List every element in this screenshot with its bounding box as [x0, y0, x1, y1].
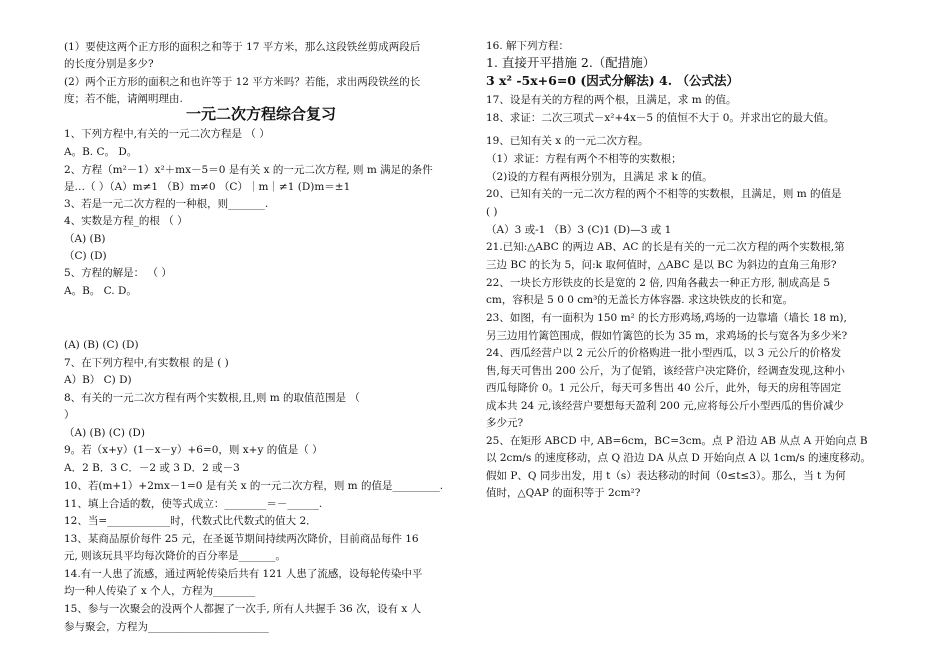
- question-20-options: （A）3 或-1 （B）3 (C)1 (D)—3 或 1: [486, 224, 672, 236]
- question-25: 25、在矩形 ABCD 中, AB=6cm，BC=3cm。点 P 沿边 AB 从点 A 开始向点 B: [486, 435, 868, 447]
- question-12: 12、当=____________时，代数式比代数式的值大 2．: [64, 515, 317, 527]
- question-17: 17、设是有关的方程的两个根，且满足，求 m 的值。: [486, 94, 737, 106]
- question-19-part-2: （2)设的方程有两根分别为，且满足 求 k 的值。: [486, 171, 713, 183]
- question-24-cont-1: 售,每天可售出 200 公斤，为了促销，该经营户决定降价，经调查发现,这种小: [486, 365, 845, 377]
- section-title: 一元二次方程综合复习: [186, 105, 337, 123]
- question-19-part-1: （1）求证：方程有两个不相等的实数根；: [486, 153, 682, 165]
- question-16-parts-1-2: 1. 直接开平措施 2.（配措施）: [486, 55, 656, 70]
- question-23: 23、如图，有一面积为 150 m² 的长方形鸡场,鸡场的一边靠墙（墙长 18 m),: [486, 312, 847, 324]
- text-line: (1）要使这两个正方形的面积之和等于 17 平方米，那么这段铁丝剪成两段后: [64, 41, 421, 53]
- question-20-bracket: ( ): [486, 206, 498, 218]
- question-22: 22、一块长方形铁皮的长是宽的 2 倍, 四角各截去一种正方形, 制成高是 5: [486, 277, 831, 289]
- question-18: 18、求证：二次三项式－x²+4x－5 的值恒不大于 0。并求出它的最大值。: [486, 112, 835, 124]
- question-21-cont: 三边 BC 的长为 5，问:k 取何值时，△ABC 是以 BC 为斜边的直角三角形?: [486, 259, 837, 271]
- question-1-options: A。B. C。 D。: [64, 146, 138, 158]
- question-8-options: （A) (B) (C) (D): [64, 427, 145, 439]
- question-14-cont: 均一种人传染了 x 个人，方程为________: [64, 585, 256, 597]
- text-line: 的长度分别是多少?: [64, 58, 154, 70]
- question-15-cont: 参与聚会，方程为_______________________: [64, 621, 269, 633]
- question-7: 7、在下列方程中,有实数根 的是 ( ): [64, 357, 229, 369]
- question-6-options: (A) (B) (C) (D): [64, 339, 139, 351]
- question-15: 15、参与一次聚会的没两个人都握了一次手, 所有人共握手 36 次，设有 x 人: [64, 603, 422, 615]
- text-line: (2）两个正方形的面积之和也许等于 12 平方米吗？若能，求出两段铁丝的长: [64, 76, 421, 88]
- question-22-cont: cm，容积是 5 0 0 cm³的无盖长方体容器. 求这块铁皮的长和宽。: [486, 294, 793, 306]
- question-24-cont-2: 西瓜每降价 0。1 元公斤，每天可多售出 40 公斤，此外，每天的房租等固定: [486, 382, 842, 394]
- question-24-cont-3: 成本共 24 元,该经营户要想每天盈利 200 元,应将每公斤小型西瓜的售价减少: [486, 400, 844, 412]
- question-25-cont-2: 假如 P、Q 同步出发，用 t（s）表达移动的时间（0≤t≤3）。那么，当 t 为何: [486, 470, 846, 482]
- question-10: 10、若(m+1）+2mx－1=0 是有关 x 的一元二次方程，则 m 的值是_________.: [64, 480, 444, 492]
- text-line: 度；若不能，请阐明理由.: [64, 93, 183, 105]
- question-21: 21.已知:△ABC 的两边 AB、AC 的长是有关的一元二次方程的两个实数根,第: [486, 241, 845, 253]
- question-8: 8、有关的一元二次方程有两个实数根,且,则 m 的取值范围是 （: [64, 392, 360, 404]
- question-1: 1、下列方程中,有关的一元二次方程是 （ ）: [64, 128, 270, 140]
- question-16: 16. 解下列方程：: [486, 40, 570, 52]
- question-5: 5、方程的解是： （ ）: [64, 267, 172, 279]
- question-9-options: A．2 B．3 C．－2 或 3 D．2 或－3: [64, 462, 240, 474]
- question-5-options: A。B。 C. D。: [64, 285, 137, 297]
- question-24-cont-4: 多少元?: [486, 417, 524, 429]
- question-4-options-cd: （C) (D): [64, 250, 107, 262]
- question-8-bracket: ）: [64, 409, 75, 421]
- question-2-options: 是…（ ）（A）m≠1 （B）m≠0 （C）｜m｜≠1 (D)m＝±1: [64, 181, 351, 193]
- question-7-options: A）B） C) D): [64, 374, 132, 386]
- question-9: 9。若（x+y）(1－x－y）+6=0，则 x+y 的值是（ ）: [64, 444, 323, 456]
- question-23-cont: 另三边用竹篱笆围成，假如竹篱笆的长为 35 m，求鸡场的长与宽各为多少米?: [486, 330, 848, 342]
- question-24: 24、西瓜经营户以 2 元公斤的价格购进一批小型西瓜，以 3 元公斤的价格发: [486, 347, 842, 359]
- question-3: 3、若是一元二次方程的一种根，则_______.: [64, 198, 269, 210]
- question-13: 13、某商品原价每件 25 元，在圣诞节期间持续两次降价，目前商品每件 16: [64, 533, 419, 545]
- question-4-options-ab: （A) (B): [64, 233, 106, 245]
- question-25-cont-3: 值时，△QAP 的面积等于 2cm²?: [486, 487, 641, 499]
- question-2: 2、方程（m²－1）x²＋mx－5＝0 是有关 x 的一元二次方程, 则 m 满足的条件: [64, 164, 433, 176]
- question-13-cont: 元, 则该玩具平均每次降价的百分率是_______。: [64, 550, 286, 562]
- question-4: 4、实数是方程_的根 （ ）: [64, 215, 188, 227]
- question-25-cont-1: 以 2cm/s 的速度移动，点 Q 沿边 DA 从点 D 开始向点 A 以 1cm/s 的速度移动。: [486, 452, 872, 464]
- question-11: 11、填上合适的数，使等式成立：________＝－______.: [64, 498, 323, 510]
- question-19: 19、已知有关 x 的一元二次方程。: [486, 135, 649, 147]
- question-20: 20、已知有关的一元二次方程的两个不相等的实数根，且满足，则 m 的值是: [486, 188, 842, 200]
- question-14: 14.有一人患了流感，通过两轮传染后共有 121 人患了流感，设每轮传染中平: [64, 568, 423, 580]
- question-16-parts-3-4: 3 x² -5x+6=0 (因式分解法) 4. （公式法）: [486, 73, 739, 88]
